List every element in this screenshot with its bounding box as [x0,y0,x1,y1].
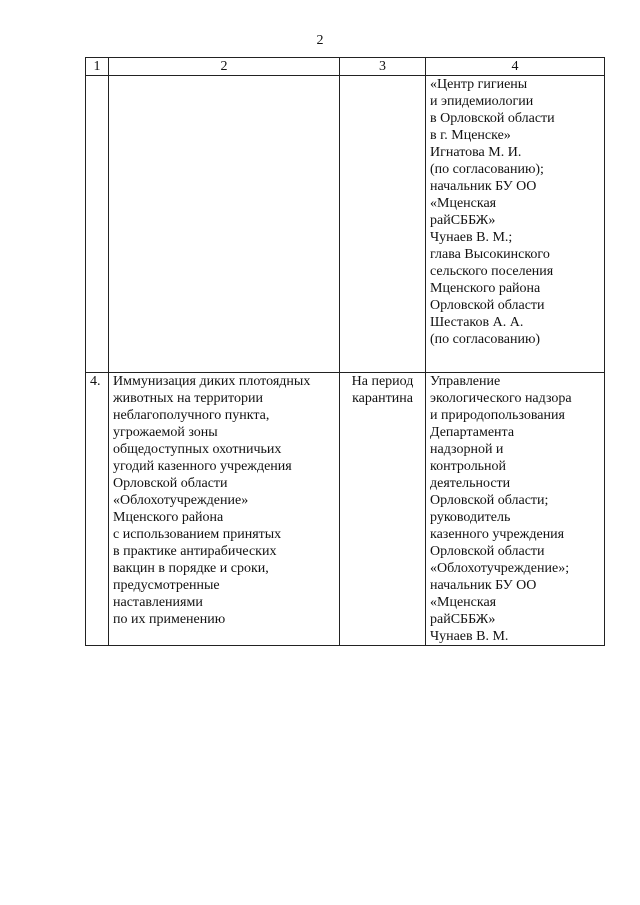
text-line: карантина [352,391,413,406]
table-row-continued [86,76,605,373]
text-line: в Орловской области [430,111,555,126]
text-line: угодий казенного учреждения [113,459,292,474]
text-line: угрожаемой зоны [113,425,218,440]
text-line: в г. Мценске» [430,128,511,143]
text-line: неблагополучного пункта, [113,408,270,423]
text-line: вакцин в порядке и сроки, [113,561,269,576]
page-number: 2 [316,33,324,48]
text-line: казенного учреждения [430,527,565,542]
continued-term-cell [340,76,426,373]
text-line: животных на территории [113,391,263,406]
text-line: «Мценская [430,196,497,211]
responsible-cell [426,373,605,646]
continued-measure-cell [109,76,340,373]
text-line: предусмотренные [113,578,220,593]
text-line: глава Высокинского [430,247,550,262]
measure-cell [109,373,340,646]
measures-table [85,57,605,646]
text-line: Иммунизация диких плотоядных [113,374,311,389]
text-line: Департамента [430,425,515,440]
text-line: Чунаев В. М.; [430,230,513,245]
text-line: «Облохотучреждение» [113,493,249,508]
text-line: начальник БУ ОО [430,179,537,194]
text-line: контрольной [430,459,507,474]
text-line: Мценского района [430,281,541,296]
text-line: и природопользования [430,408,565,423]
text-line: «Центр гигиены [430,77,528,92]
text-line: (по согласованию) [430,332,541,347]
text-line: Мценского района [113,510,224,525]
term-cell [340,373,426,646]
text-line: общедоступных охотничьих [113,442,282,457]
header-col-2: 2 [109,58,340,76]
text-line: Орловской области [113,476,228,491]
text-line: руководитель [430,510,511,525]
table-row-4 [86,373,605,646]
header-col-4: 4 [426,58,605,76]
text-line: наставлениями [113,595,203,610]
text-line: Шестаков А. А. [430,315,524,330]
text-line: «Облохотучреждение»; [430,561,570,576]
text-line: с использованием принятых [113,527,282,542]
text-line: (по согласованию); [430,162,544,177]
header-col-3: 3 [340,58,426,76]
text-line: Чунаев В. М. [430,629,509,644]
text-line: деятельности [430,476,511,491]
text-line: Орловской области [430,298,545,313]
text-line: надзорной и [430,442,504,457]
continued-number-cell [86,76,109,373]
continued-responsible-cell [426,76,605,373]
text-line: На период [351,374,414,389]
row-number-cell: 4. [86,373,109,646]
text-line: Игнатова М. И. [430,145,522,160]
text-line: и эпидемиологии [430,94,534,109]
text-line: Орловской области; [430,493,549,508]
header-col-1: 1 [86,58,109,76]
table-header-row [86,58,605,76]
text-line: экологического надзора [430,391,572,406]
text-line: райСББЖ» [430,213,496,228]
text-line: по их применению [113,612,226,627]
text-line: сельского поселения [430,264,554,279]
text-line: в практике антирабических [113,544,277,559]
text-line: Управление [430,374,501,389]
text-line: Орловской области [430,544,545,559]
text-line: начальник БУ ОО [430,578,537,593]
text-line: «Мценская [430,595,497,610]
text-line: райСББЖ» [430,612,496,627]
